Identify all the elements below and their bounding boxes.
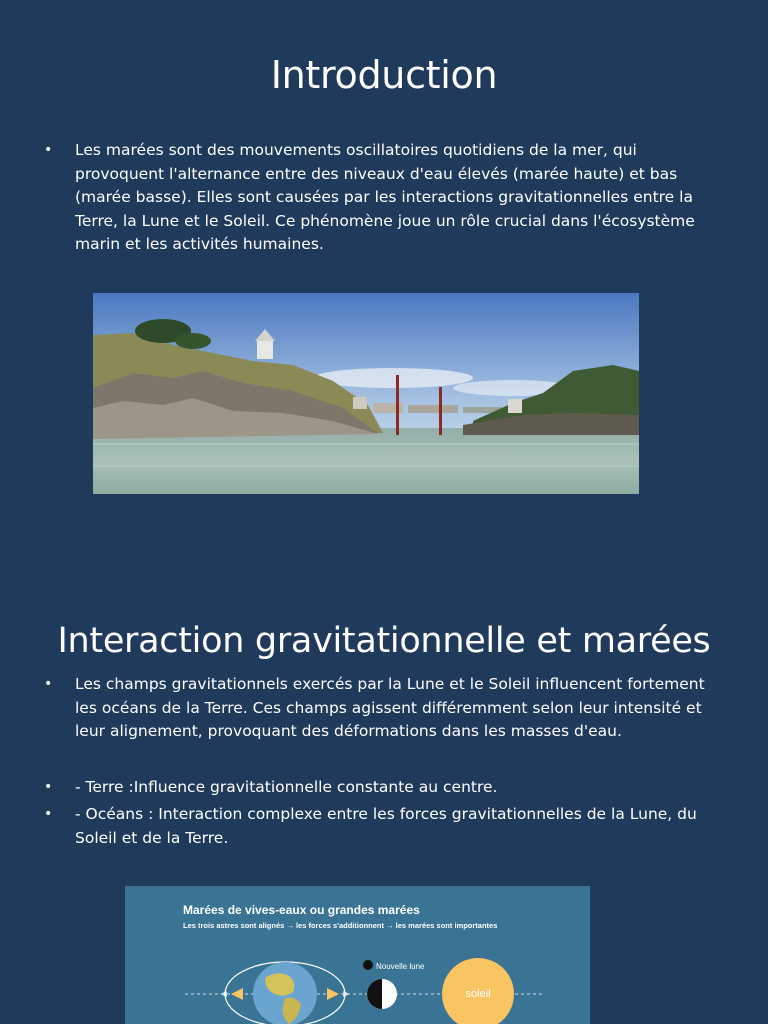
bullet-icon: • [44,806,53,822]
bullet-list [44,673,709,850]
diagram-subtitle: Les trois astres sont alignés → les forces s'additionnent → les marées sont importantes [183,921,498,930]
bullet-icon: • [44,676,53,692]
list-item [44,673,709,744]
bullet-text: - Océans : Interaction complexe entre les forces gravitationnelles de la Lune, du Soleil et de la Terre. [75,805,697,847]
coastal-photo [93,293,639,494]
list-item [44,139,709,257]
sun-label: soleil [465,988,491,1000]
bullet-icon: • [44,142,53,158]
slide-title: Interaction gravitationnelle et marées [57,621,711,661]
bullet-icon: • [44,778,53,795]
slide-interaction [0,576,768,1024]
bullet-list [44,139,709,257]
slide-title: Introduction [270,53,498,97]
list-item [44,776,709,800]
bullet-text: Les marées sont des mouvements oscillatoires quotidiens de la mer, qui provoquent l'alternance entre des niveaux d'eau élevés (marée haute) et bas (marée basse). Elles sont causées par les interactions gravitationnelles entre la Terre, la Lune et le Soleil. Ce phénomène joue un rôle crucial dans l'écosystème marin et les activités humaines. [75,141,695,253]
diagram-title: Marées de vives-eaux ou grandes marées [183,903,420,917]
list-item [44,803,709,850]
bullet-text: Les champs gravitationnels exercés par la Lune et le Soleil influencent fortement les océans de la Terre. Ces champs agissent différemment selon leur intensité et leur alignement, provoquant des déformations dans les masses d'eau. [75,675,705,740]
spring-tide-diagram [125,886,590,1024]
bullet-text: - Terre :Influence gravitationnelle constante au centre. [75,777,498,796]
new-moon-label: Nouvelle lune [376,962,425,971]
new-moon-icon [363,960,373,970]
